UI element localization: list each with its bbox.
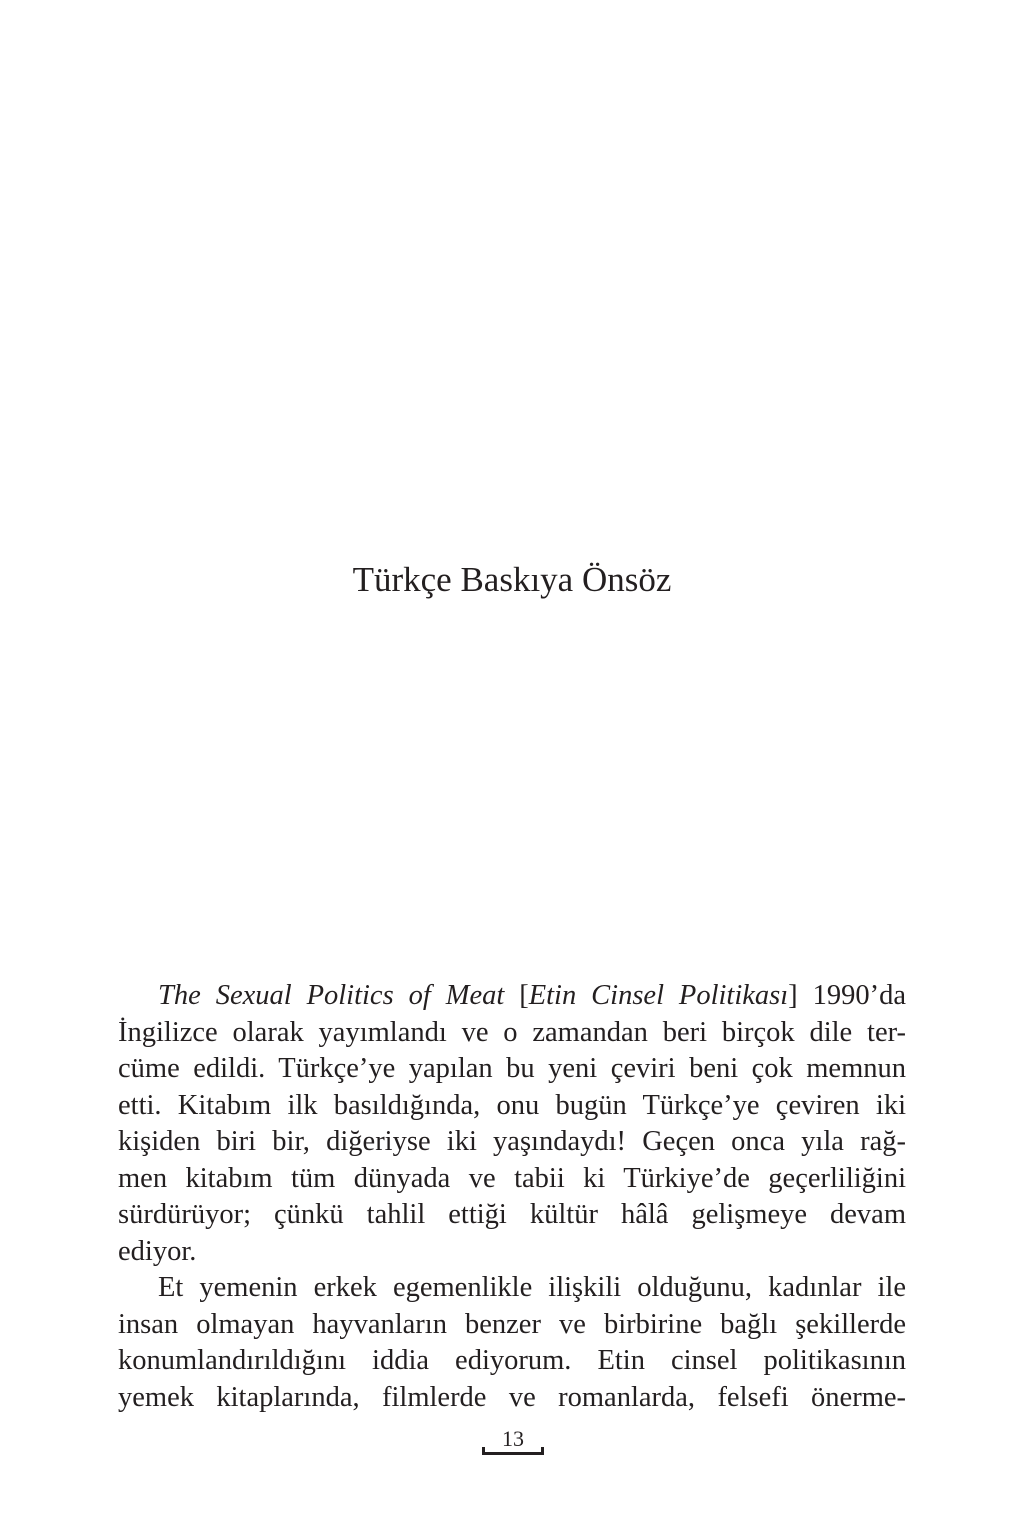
page-number-rule	[482, 1452, 544, 1455]
book-title-turkish: Etin Cinsel Politikası	[528, 980, 789, 1011]
text-line: konumlandırıldığını iddia ediyorum. Etin cinsel politikasının	[118, 1345, 906, 1376]
text-line: men kitabım tüm dünyada ve tabii ki Türkiye’de geçerliliğini	[118, 1162, 906, 1194]
text-line: ediyor.	[118, 1235, 197, 1267]
page-number: 13	[502, 1426, 524, 1451]
text-line: insan olmayan hayvanların benzer ve birbirine bağlı şekillerde	[118, 1308, 906, 1340]
text-line: Et yemenin erkek egemenlikle ilişkili olduğunu, kadınlar ile	[158, 1272, 906, 1303]
body-text	[118, 978, 906, 1416]
text-line: yemek kitaplarında, filmlerde ve romanlarda, felsefi önerme-	[118, 1381, 906, 1413]
text-line: etti. Kitabım ilk basıldığında, onu bugün Türkçe’ye çeviren iki	[118, 1089, 906, 1121]
paragraph-1	[118, 978, 906, 1270]
text-line: cüme edildi. Türkçe’ye yapılan bu yeni çeviri beni çok memnun	[118, 1053, 906, 1084]
book-title-english: The Sexual Politics of Meat	[158, 980, 505, 1011]
page-footer	[482, 1426, 544, 1456]
chapter-title: Türkçe Baskıya Önsöz	[352, 560, 672, 599]
text-line: sürdürüyor; çünkü tahlil ettiği kültür hâlâ gelişmeye devam	[118, 1199, 906, 1230]
text-line: The Sexual Politics of Meat [Etin Cinsel Politikası] 1990’da	[158, 980, 906, 1011]
text-line: İngilizce olarak yayımlandı ve o zamandan beri birçok dile ter-	[118, 1016, 906, 1048]
text-line: kişiden biri bir, diğeriyse iki yaşındaydı! Geçen onca yıla rağ-	[118, 1126, 906, 1157]
paragraph-2	[118, 1270, 906, 1416]
